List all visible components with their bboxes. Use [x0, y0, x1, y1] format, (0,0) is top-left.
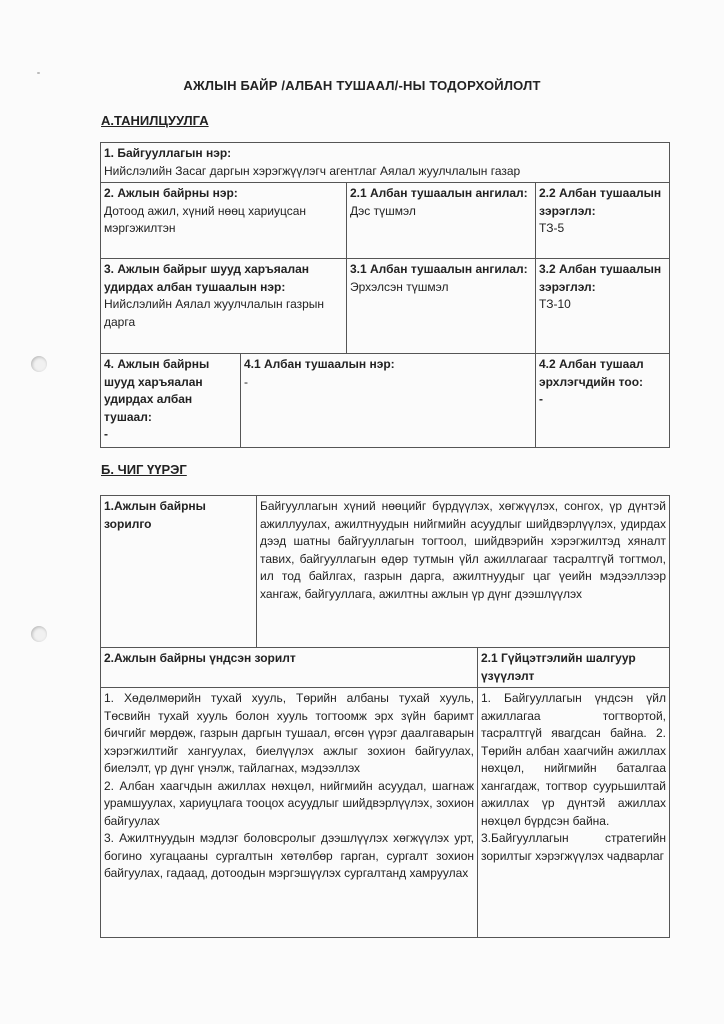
- job-name-label: 2. Ажлын байрны нэр:: [104, 186, 238, 200]
- job-name-value: Дотоод ажил, хүний нөөц хариуцсан мэргэжилтэн: [104, 203, 307, 235]
- punch-hole-top: [31, 356, 47, 372]
- section-a-heading: А.ТАНИЛЦУУЛГА: [101, 113, 209, 128]
- main-goal-item: 2. Албан хаагчдын ажиллах нөхцөл, нийгмийн асуудал, шагнаж урамшуулах, хариуцлага тооцох асуудлыг шийдвэрлүүлэх, зохион байгуулах: [104, 778, 474, 828]
- main-goal-item: 3. Ажилтнуудын мэдлэг боловсролыг дээшлүүлэх хөгжүүлэх урт, богино хугацааны сургалтын хөтөлбөр гарган, сургалт зохион байгуулах, гадаад, дотоодын мэргэшүүлэх сургалтанд хамруулах: [104, 831, 474, 880]
- subordinate-count-label: 4.2 Албан тушаал эрхлэгчдийн тоо:: [539, 357, 644, 389]
- org-name-cell: [101, 143, 670, 183]
- scan-speck: [37, 72, 40, 74]
- subordinate-name-cell: [241, 354, 536, 448]
- supervisor-category-cell: [347, 259, 536, 354]
- job-category-cell: [347, 183, 536, 259]
- punch-hole-bottom: [31, 626, 47, 642]
- supervisor-value: Нийслэлийн Аялал жуулчлалын газрын дарга: [104, 297, 325, 329]
- subordinate-label: 4. Ажлын байрны шууд харъяалан удирдах албан тушаал:: [104, 357, 210, 424]
- supervisor-rank-value: ТЗ-10: [539, 297, 571, 311]
- introduction-table: [100, 142, 670, 448]
- subordinate-count-cell: [536, 354, 670, 448]
- purpose-label: 1.Ажлын байрны зорилго: [104, 499, 206, 531]
- supervisor-cell: [101, 259, 347, 354]
- job-name-cell: [101, 183, 347, 259]
- job-rank-cell: [536, 183, 670, 259]
- main-goal-label: 2.Ажлын байрны үндсэн зорилт: [104, 651, 296, 665]
- criteria-text-cell: [478, 688, 670, 938]
- purpose-text: Байгууллагын хүний нөөцийг бүрдүүлэх, хөгжүүлэх, сонгох, үр дүнтэй ажиллуулах, ажилтнуудын нийгмийн асуудлыг шийдвэрлүүлэх, удирдах дээд шатны байгууллагын тогтоол, шийдвэрийн хэрэгжилтэд хяналт тавих, байгууллагын өдөр тутмын үйл ажиллагааг тасралтгүй тогтмол, ил тод байлгах, газрын дарга, ажилтнуудыг цаг үеийн мэдээллээр хангаж, байгууллага, ажилтны ажлын үр дүнг дээшлүүлэх: [260, 499, 667, 601]
- job-category-label: 2.1 Албан тушаалын ангилал:: [350, 186, 528, 200]
- criteria-item: 1. Байгууллагын үндсэн үйл ажиллагаа тогтвортой, тасралтгүй явагдсан байна. 2. Төрийн албан хаагчийн ажиллах нөхцөл, нийгмийн баталгаа хангагдаж, тогтвор суурьшилтай ажиллах үр дүнтэй ажиллах нөхцөл бүрдсэн байна.: [481, 691, 667, 828]
- supervisor-label: 3. Ажлын байрыг шууд харъяалан удирдах албан тушаалын нэр:: [104, 262, 309, 294]
- supervisor-rank-cell: [536, 259, 670, 354]
- subordinate-name-value: -: [244, 374, 248, 389]
- purpose-label-cell: [101, 496, 257, 648]
- main-goal-text-cell: [101, 688, 478, 938]
- main-goal-item: 1. Хөдөлмөрийн тухай хууль, Төрийн албаны тухай хууль, Төсвийн тухай хууль болон хууль тогтоомж эрх зүйн баримт бичгийг мөрдөж, газрын даргын тушаал, өгсөн үүрэг даалгаварын хэрэгжилтийг хангуулах, биелүүлэх ажлыг зохион байгуулах, биелэлт, үр дүнг үнэлж, тайлагнах, мэдээллэх: [104, 691, 474, 775]
- subordinate-value: -: [104, 427, 108, 441]
- subordinate-cell: [101, 354, 241, 448]
- subordinate-name-label: 4.1 Албан тушаалын нэр:: [244, 357, 395, 371]
- job-rank-value: ТЗ-5: [539, 221, 565, 235]
- supervisor-category-label: 3.1 Албан тушаалын ангилал:: [350, 262, 528, 276]
- duties-table: [100, 495, 670, 938]
- supervisor-category-value: Эрхэлсэн түшмэл: [350, 279, 449, 294]
- org-name-label: 1. Байгууллагын нэр:: [104, 146, 232, 160]
- job-rank-label: 2.2 Албан тушаалын зэрэглэл:: [539, 186, 662, 218]
- purpose-text-cell: [257, 496, 670, 648]
- document-title: АЖЛЫН БАЙР /АЛБАН ТУШААЛ/-НЫ ТОДОРХОЙЛОЛТ: [183, 78, 541, 93]
- section-b-heading: Б. ЧИГ ҮҮРЭГ: [101, 462, 187, 477]
- criteria-header-cell: [478, 648, 670, 688]
- supervisor-rank-label: 3.2 Албан тушаалын зэрэглэл:: [539, 262, 662, 294]
- criteria-label: 2.1 Гүйцэтгэлийн шалгуур үзүүлэлт: [481, 651, 636, 683]
- job-category-value: Дэс түшмэл: [350, 203, 416, 218]
- subordinate-count-value: -: [539, 392, 543, 406]
- main-goal-header-cell: [101, 648, 478, 688]
- criteria-item: 3.Байгууллагын стратегийн зорилтыг хэрэгжүүлэх чадварлаг: [481, 831, 667, 863]
- org-name-value: Нийслэлийн Засаг даргын хэрэгжүүлэгч агентлаг Аялал жуулчлалын газар: [104, 163, 521, 178]
